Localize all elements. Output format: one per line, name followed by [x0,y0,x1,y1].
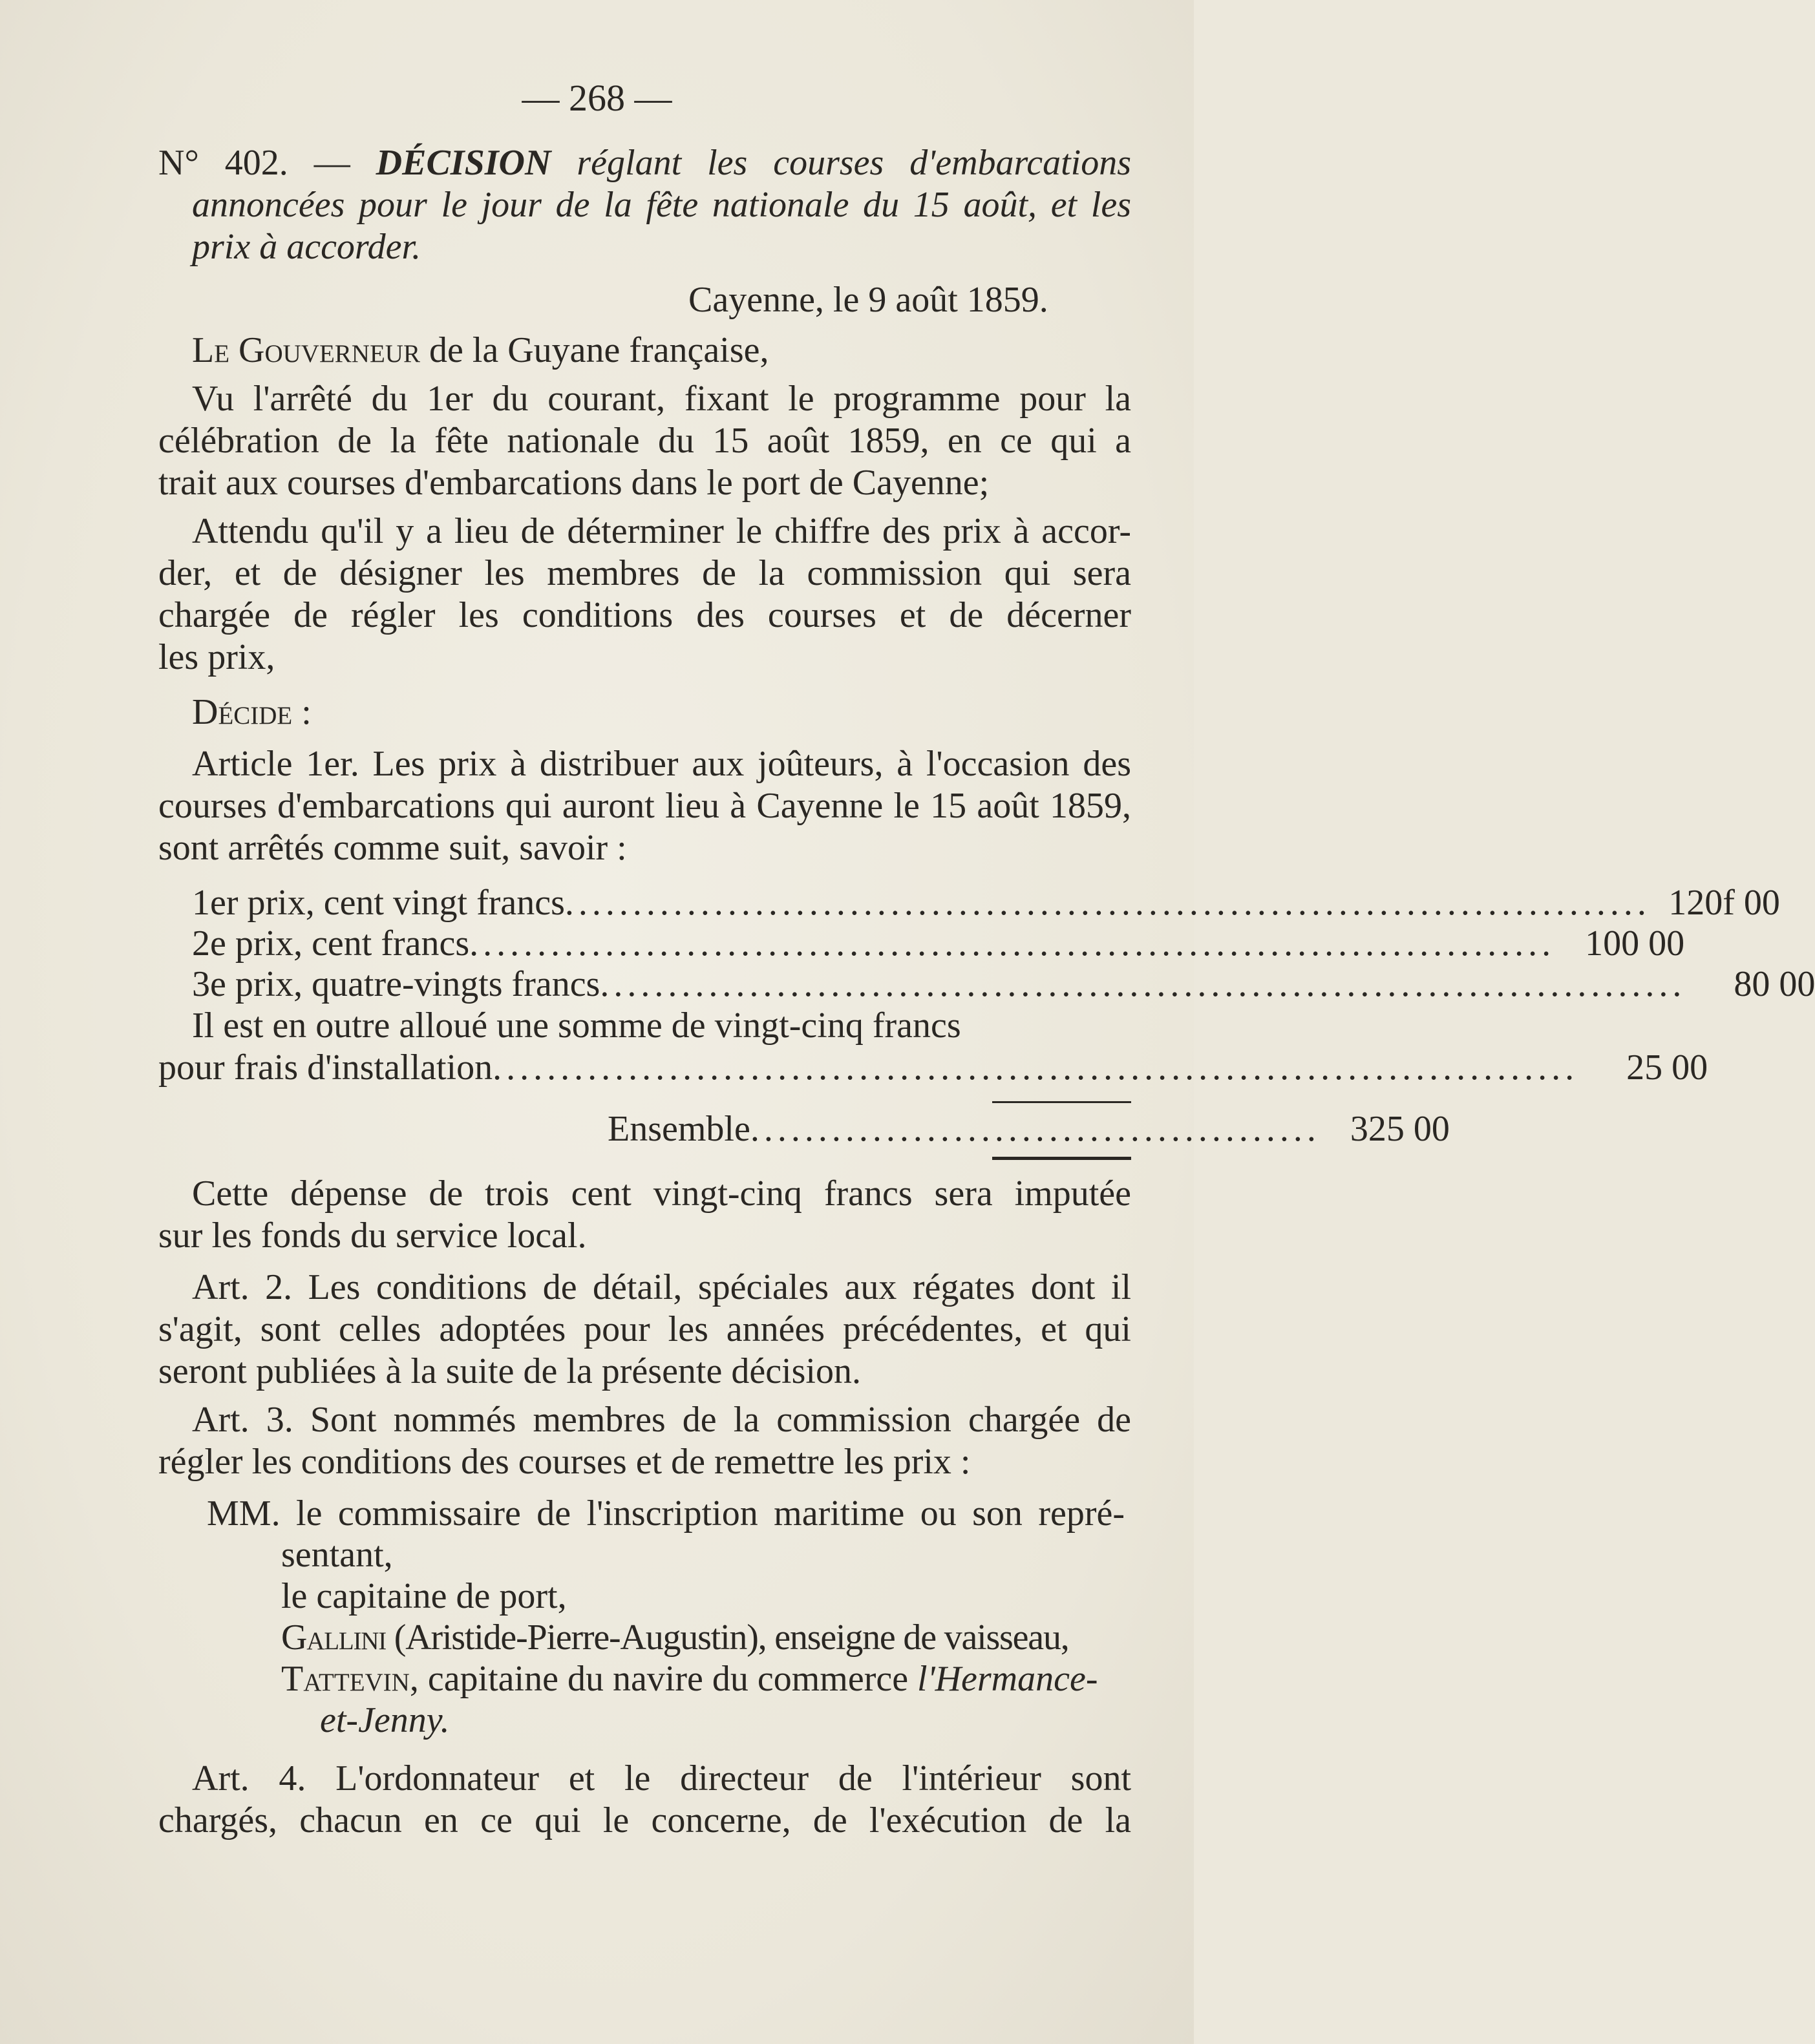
article1-line-1: Article 1er. Les prix à distribuer aux joûteurs, à l'occasion des [192,744,1131,784]
total-amount: 325 00 [1350,1109,1450,1149]
prize-amount-2: 100 00 [1585,923,1685,964]
governor-line: Le Gouverneur de la Guyane française, [192,330,769,370]
article1-line-3: sont arrêtés comme suit, savoir : [158,828,627,868]
article3-line-1: Art. 3. Sont nommés membres de la commission chargée de [192,1400,1131,1440]
installation-line-1: Il est en outre alloué une somme de vingt-cinq francs [192,1006,961,1046]
article2-line-2: s'agit, sont celles adoptées pour les années précédentes, et qui [158,1309,1131,1349]
member-3: Gallini (Aristide-Pierre-Augustin), enseigne de vaisseau, [281,1617,1069,1658]
dateline: Cayenne, le 9 août 1859. [688,280,1048,320]
article4-line-2: chargés, chacun en ce qui le concerne, de l'exécution de la [158,1800,1131,1840]
attendu-line-1: Attendu qu'il y a lieu de déterminer le chiffre des prix à accor- [192,511,1131,551]
member-4-line-2: et-Jenny. [320,1700,450,1740]
prize-row-3: 3e prix, quatre-vingts francs ................................................................................ 80 00 [192,964,1815,1004]
article2-line-3: seront publiées à la suite de la présente décision. [158,1351,861,1391]
page-number: — 268 — [522,77,672,119]
decision-number: N° 402. [158,143,288,183]
member-1-line-1: MM. le commissaire de l'inscription maritime ou son repré- [207,1493,1125,1533]
installation-row: pour frais d'installation ................................................................................ 25 00 [158,1048,1708,1088]
decide-heading: Décide : [192,692,312,732]
prize-amount-1: 120f 00 [1668,883,1780,923]
article2-line-1: Art. 2. Les conditions de détail, spéciales aux régates dont il [192,1267,1131,1307]
article3-line-2: régler les conditions des courses et de remettre les prix : [158,1442,971,1482]
prize-row-1: 1er prix, cent vingt francs ................................................................................ 120f 00 [192,883,1780,923]
total-row: Ensemble .......................................... 325 00 [608,1109,1450,1149]
member-4-line-1: Tattevin, capitaine du navire du commerce l'Hermance- [281,1659,1098,1699]
imputation-line-2: sur les fonds du service local. [158,1216,587,1256]
total-rule-bottom [992,1157,1131,1160]
vu-line-1: Vu l'arrêté du 1er du courant, fixant le programme pour la [192,379,1131,419]
attendu-line-4: les prix, [158,637,275,677]
total-rule-top [992,1101,1131,1103]
heading-line-2: annoncées pour le jour de la fête nationale du 15 août, et les [192,185,1131,225]
heading-line-3: prix à accorder. [192,227,421,267]
governor-title: Le Gouverneur [192,330,420,370]
article4-line-1: Art. 4. L'ordonnateur et le directeur de l'intérieur sont [192,1758,1131,1798]
installation-amount: 25 00 [1626,1048,1708,1088]
members-list [207,1493,1138,1741]
decision-title-word: DÉCISION [376,143,551,183]
prize-row-2: 2e prix, cent francs ................................................................................ 100 00 [192,923,1685,964]
vu-line-2: célébration de la fête nationale du 15 août 1859, en ce qui a [158,421,1131,461]
attendu-line-3: chargée de régler les conditions des courses et de décerner [158,595,1131,635]
attendu-line-2: der, et de désigner les membres de la commission qui sera [158,553,1131,593]
heading-line-1: N° 402. — DÉCISION réglant les courses d'embarcations [158,143,1131,183]
member-2: le capitaine de port, [281,1576,567,1616]
prize-amount-3: 80 00 [1734,964,1815,1004]
article1-line-2: courses d'embarcations qui auront lieu à Cayenne le 15 août 1859, [158,786,1131,826]
imputation-line-1: Cette dépense de trois cent vingt-cinq francs sera imputée [192,1174,1131,1214]
vu-line-3: trait aux courses d'embarcations dans le port de Cayenne; [158,463,990,503]
member-1-line-2: sentant, [281,1535,393,1575]
